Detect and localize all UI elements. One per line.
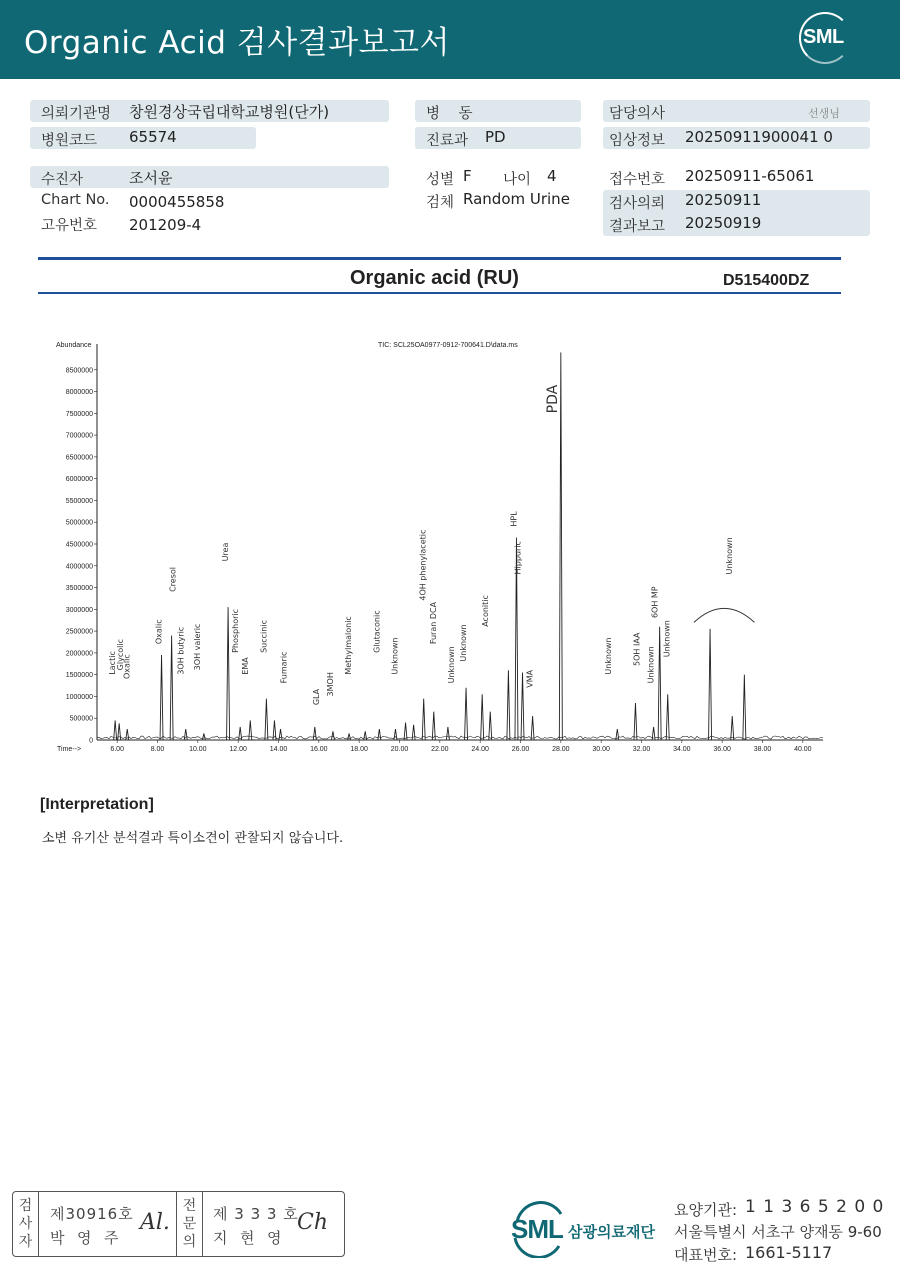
x-tick-label: 30.00	[592, 746, 610, 753]
chromatogram-peak	[348, 733, 351, 740]
chart-bottom-rule	[38, 292, 841, 294]
specialist-label	[177, 1192, 203, 1256]
chromatogram-peak	[531, 716, 534, 740]
specimen-label: 검체	[426, 195, 455, 211]
y-tick-label: 2000000	[65, 650, 93, 658]
peak-annotation: 3OH butyric	[176, 626, 186, 675]
receipt-value: 20250911-65061	[685, 167, 815, 185]
dept-label: 진료과	[426, 133, 469, 149]
peak-annotation: Furan DCA	[428, 601, 438, 645]
specialist-signature: Ch	[297, 1210, 329, 1235]
peak-annotation: Unknown	[459, 624, 469, 662]
chromatogram-peak	[412, 725, 415, 740]
peak-annotation: PDA	[544, 384, 561, 414]
x-tick-label: 34.00	[673, 746, 691, 753]
x-tick-label: 6.00	[110, 746, 124, 753]
chromatogram-peak	[364, 731, 367, 740]
chromatogram-peak	[507, 670, 510, 740]
peak-annotation: Urea	[221, 542, 231, 562]
x-tick-label: 22.00	[431, 746, 449, 753]
chromatogram-peak	[731, 716, 734, 740]
report-title: Organic Acid 검사결과보고서	[24, 25, 450, 61]
peak-annotation: Oxalic	[122, 654, 132, 680]
peak-annotation: Unknown	[390, 637, 400, 675]
x-tick-label: 16.00	[310, 746, 328, 753]
peak-annotation: Glutaconic	[372, 610, 382, 653]
chromatogram-peak	[709, 629, 712, 740]
chromatogram-peak	[160, 655, 163, 740]
tester-signature: Al.	[140, 1210, 170, 1235]
y-tick-label: 1500000	[65, 672, 93, 680]
chromatogram-peak	[118, 723, 121, 740]
chart-code: D515400DZ	[723, 272, 810, 289]
chromatogram-peak	[202, 733, 205, 740]
tester-label-char: 검	[18, 1198, 33, 1214]
interpretation-title: [Interpretation]	[40, 796, 154, 813]
chromatogram-peak	[265, 699, 268, 740]
specialist-label-char: 전	[182, 1198, 197, 1214]
doctor-label: 담당의사	[609, 106, 666, 122]
specialist-name: 지 현 영	[213, 1229, 283, 1247]
chromatogram-peak	[313, 727, 316, 740]
chromatogram-peak	[378, 729, 381, 740]
x-tick-label: 32.00	[632, 746, 651, 753]
y-tick-label: 7500000	[65, 410, 93, 418]
institution-value: 창원경상국립대학교병원(단가)	[129, 103, 330, 121]
patient-bar	[30, 166, 389, 188]
peak-annotation: Hippuric	[513, 541, 523, 575]
footer-code-label: 요양기관:	[674, 1201, 738, 1219]
unknown-bracket	[694, 608, 755, 622]
report-date-value: 20250919	[685, 214, 762, 232]
footer-logo	[511, 1198, 661, 1258]
x-tick-label: 40.00	[794, 746, 812, 753]
chromatogram-peak	[481, 694, 484, 740]
footer-code-value: 1 1 3 6 5 2 0 0	[745, 1197, 885, 1217]
chromatogram-peak	[279, 729, 282, 740]
age-value: 4	[547, 167, 557, 185]
chromatogram-peak	[184, 729, 187, 740]
chromatogram-peak	[394, 729, 397, 740]
chromatogram-peak	[743, 675, 746, 740]
x-tick-label: 38.00	[753, 746, 772, 753]
y-tick-label: 8000000	[65, 389, 93, 397]
tester-name: 박 영 주	[50, 1229, 120, 1247]
report-date-label: 결과보고	[609, 219, 666, 235]
chromatogram-peak	[446, 727, 449, 740]
age-label: 나이	[503, 172, 532, 188]
footer-address: 서울특별시 서초구 양재동 9-60	[674, 1223, 882, 1241]
peak-annotation: Lactic	[108, 651, 118, 675]
tester-number: 제30916호	[50, 1205, 134, 1223]
baseline-trace	[97, 736, 823, 739]
peak-annotation: Unknown	[725, 537, 735, 575]
sex-value: F	[463, 167, 472, 185]
tester-label	[13, 1192, 39, 1256]
y-tick-label: 5000000	[65, 519, 93, 527]
peak-annotation: GLA	[311, 688, 321, 706]
x-axis-label: Time-->	[57, 746, 82, 753]
peak-annotation: Oxalic	[154, 619, 164, 645]
request-label: 검사의뢰	[609, 196, 666, 212]
peak-annotation: Unknown	[604, 637, 614, 675]
chromatogram-peak	[239, 727, 242, 740]
institution-label: 의뢰기관명	[41, 106, 112, 122]
peak-annotation: Unknown	[646, 646, 656, 684]
x-tick-label: 18.00	[350, 746, 368, 753]
chromatogram-peak	[227, 607, 230, 740]
peak-annotation: Fumaric	[279, 651, 289, 684]
chromatogram-peak	[489, 712, 492, 740]
specimen-value: Random Urine	[463, 190, 570, 208]
chart-no-value: 0000455858	[129, 193, 225, 211]
peak-annotation: EMA	[241, 657, 251, 675]
peak-annotation: 3MOH	[325, 672, 335, 697]
x-tick-label: 28.00	[552, 746, 570, 753]
peak-annotation: HPL	[509, 511, 519, 527]
peak-annotation: 4OH phenylacetic	[418, 529, 428, 601]
patient-value: 조서윤	[129, 169, 173, 187]
y-axis-label: Abundance	[56, 342, 92, 349]
chromatogram-peak	[666, 694, 669, 740]
y-tick-label: 500000	[69, 715, 93, 723]
patient-label: 수진자	[41, 172, 84, 188]
chart-no-label: Chart No.	[41, 192, 110, 208]
report-header	[0, 0, 900, 79]
peak-annotation: 3OH valeric	[192, 623, 202, 671]
sml-logo-text: SML	[803, 26, 844, 48]
interpretation-text: 소변 유기산 분석결과 특이소견이 관찰되지 않습니다.	[42, 831, 344, 846]
y-tick-label: 0	[89, 737, 93, 745]
x-tick-label: 8.00	[150, 746, 165, 753]
y-tick-label: 8500000	[65, 367, 93, 375]
hospital-code-value: 65574	[129, 128, 177, 146]
signature-box	[12, 1191, 345, 1257]
chromatogram-peak	[658, 627, 661, 740]
tester-label-char: 사	[18, 1216, 33, 1232]
request-value: 20250911	[685, 191, 762, 209]
hospital-code-label: 병원코드	[41, 133, 98, 149]
peak-annotation: 5OH IAA	[632, 632, 642, 666]
y-tick-label: 1000000	[65, 693, 93, 701]
peak-annotation: Unknown	[662, 620, 672, 658]
x-tick-label: 24.00	[471, 746, 489, 753]
x-tick-label: 14.00	[269, 746, 288, 753]
clinical-value: 20250911900041 0	[685, 128, 833, 146]
peak-annotation: Methylmalonic	[344, 616, 354, 675]
chromatogram-peak	[432, 712, 435, 740]
peak-annotation: Glycolic	[116, 639, 126, 671]
peak-annotation: 6OH MP	[650, 586, 660, 619]
x-tick-label: 12.00	[229, 746, 247, 753]
x-tick-label: 36.00	[713, 746, 731, 753]
ward-label: 병 동	[426, 106, 473, 122]
y-tick-label: 6500000	[65, 454, 93, 462]
y-tick-label: 5500000	[65, 497, 93, 505]
chromatogram-peak	[114, 720, 117, 740]
peak-annotation: Unknown	[446, 646, 456, 684]
y-tick-label: 2500000	[65, 628, 93, 636]
chromatogram-peak	[170, 635, 173, 740]
chromatogram-peak	[521, 672, 524, 740]
chromatogram-peak	[331, 731, 334, 740]
chart-top-rule	[38, 257, 841, 260]
x-tick-label: 10.00	[189, 746, 207, 753]
footer-logo-text: SML	[511, 1214, 563, 1244]
chromatogram-chart	[0, 330, 900, 770]
tester-label-char: 자	[18, 1234, 33, 1250]
y-tick-label: 6000000	[65, 476, 93, 484]
chart-title: Organic acid (RU)	[350, 267, 519, 289]
y-tick-label: 4000000	[65, 563, 93, 571]
specialist-label-char: 문	[182, 1216, 197, 1232]
peak-annotation: VMA	[525, 669, 535, 688]
footer-phone-label: 대표번호:	[674, 1246, 738, 1264]
sex-label: 성별	[426, 172, 455, 188]
footer-foundation: 삼광의료재단	[568, 1223, 655, 1241]
unique-no-value: 201209-4	[129, 216, 202, 234]
dept-value: PD	[485, 128, 506, 146]
specialist-number: 제 3 3 3 호	[213, 1205, 299, 1223]
x-tick-label: 26.00	[511, 746, 530, 753]
chromatogram-peak	[249, 720, 252, 740]
peak-annotation: Succinic	[259, 620, 269, 653]
footer-phone-value: 1661-5117	[745, 1243, 833, 1262]
receipt-label: 접수번호	[609, 172, 666, 188]
y-tick-label: 7000000	[65, 432, 93, 440]
y-tick-label: 3500000	[65, 585, 93, 593]
peak-annotation: Aconitic	[481, 595, 491, 627]
chromatogram-peak	[422, 699, 425, 740]
y-tick-label: 3000000	[65, 606, 93, 614]
peak-annotation: Cresol	[168, 567, 178, 592]
clinical-label: 임상정보	[609, 133, 666, 149]
y-tick-label: 4500000	[65, 541, 93, 549]
doctor-suffix: 선생님	[808, 107, 840, 120]
peak-annotation: Phosphoric	[231, 608, 241, 653]
unique-no-label: 고유번호	[41, 218, 98, 234]
chromatogram-peak	[634, 703, 637, 740]
chart-data-title: TIC: SCL25OA0977-0912-700641.D\data.ms	[378, 342, 518, 349]
chromatogram-peak	[404, 723, 407, 740]
x-tick-label: 20.00	[390, 746, 409, 753]
chromatogram-peak	[465, 688, 468, 740]
specialist-label-char: 의	[182, 1234, 197, 1250]
